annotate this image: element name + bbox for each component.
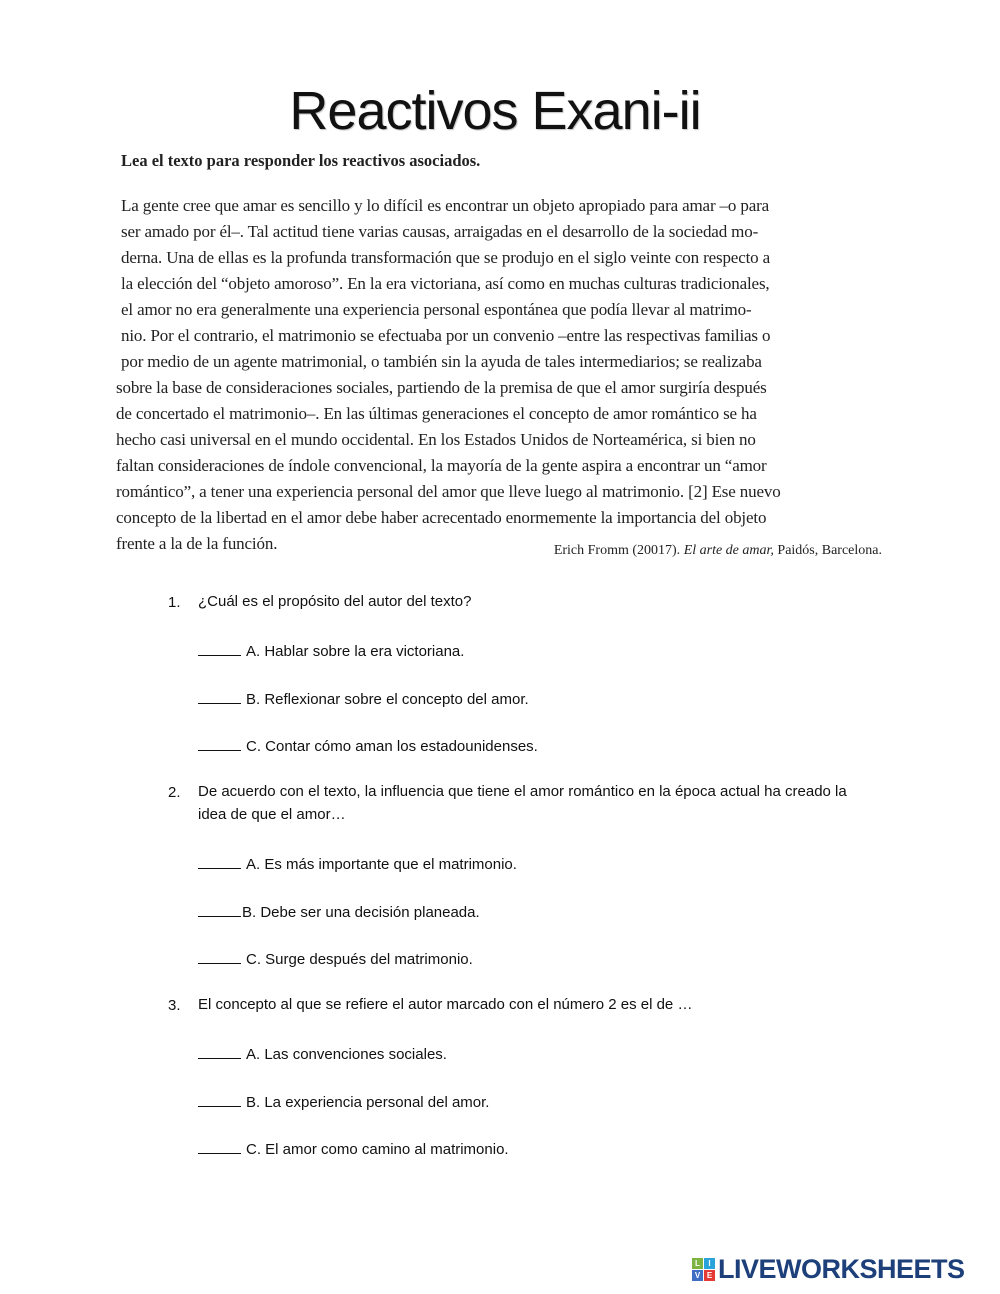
citation-publisher: Paidós, Barcelona.: [773, 543, 882, 558]
logo-tiles-icon: [692, 1258, 715, 1281]
question-text: ¿Cuál es el propósito del autor del texto?: [198, 593, 472, 610]
answer-blank[interactable]: [198, 949, 241, 964]
answer-blank[interactable]: [198, 736, 241, 751]
option-2c: [198, 949, 473, 968]
option-label: A. Es más importante que el matrimonio.: [246, 856, 517, 873]
passage-line: de concertado el matrimonio–. En las últimas generaciones el concepto de amor romántico se ha: [116, 404, 757, 423]
question-number: 1.: [168, 594, 181, 611]
option-1c: [198, 736, 538, 755]
passage-instruction: Lea el texto para responder los reactivos asociados.: [121, 151, 481, 170]
logo-text: LIVEWORKSHEETS: [718, 1253, 965, 1284]
logo-tile: I: [704, 1258, 715, 1269]
option-label: C. El amor como camino al matrimonio.: [246, 1141, 509, 1158]
option-2a: [198, 854, 517, 873]
passage-body: [116, 193, 884, 557]
passage-line: el amor no era generalmente una experiencia personal espontánea que podía llevar al matrimo-: [121, 300, 752, 319]
citation-author: Erich Fromm (20017).: [553, 543, 684, 558]
answer-blank[interactable]: [198, 1044, 241, 1059]
passage-line: derna. Una de ellas es la profunda transformación que se produjo en el siglo veinte con respecto a: [121, 248, 771, 267]
passage-line: frente a la de la función.: [116, 534, 278, 553]
passage-line: concepto de la libertad en el amor debe haber acrecentado enormemente la importancia del objeto: [116, 508, 767, 527]
question-text: El concepto al que se refiere el autor marcado con el número 2 es el de …: [198, 996, 693, 1013]
passage-line: romántico”, a tener una experiencia personal del amor que lleve luego al matrimonio. [2] Ese nuevo: [116, 482, 781, 501]
answer-blank[interactable]: [198, 641, 241, 656]
logo-tile: E: [704, 1270, 715, 1281]
answer-blank[interactable]: [198, 854, 241, 869]
answer-blank[interactable]: [198, 902, 241, 917]
liveworksheets-logo: [692, 1255, 965, 1283]
question-text: De acuerdo con el texto, la influencia que tiene el amor romántico en la época actual ha creado la idea de que el amor…: [198, 783, 847, 823]
option-label: B. Debe ser una decisión planeada.: [242, 904, 480, 921]
option-label: A. Las convenciones sociales.: [246, 1046, 447, 1063]
reading-passage: [116, 148, 884, 557]
option-3b: [198, 1092, 489, 1111]
logo-tile: L: [692, 1258, 703, 1269]
page-title: Reactivos Exani-ii: [289, 81, 701, 141]
passage-line: La gente cree que amar es sencillo y lo difícil es encontrar un objeto apropiado para amar –o para: [121, 196, 770, 215]
answer-blank[interactable]: [198, 689, 241, 704]
passage-line: hecho casi universal en el mundo occidental. En los Estados Unidos de Norteamérica, si bien no: [116, 430, 756, 449]
passage-line: faltan consideraciones de índole convencional, la mayoría de la gente aspira a encontrar un “amor: [116, 456, 767, 475]
passage-line: por medio de un agente matrimonial, o también sin la ayuda de tales intermediarios; se realizaba: [121, 352, 762, 371]
passage-line: ser amado por él–. Tal actitud tiene varias causas, arraigadas en el desarrollo de la sociedad mo-: [121, 222, 759, 241]
option-label: C. Surge después del matrimonio.: [246, 951, 473, 968]
passage-line: sobre la base de consideraciones sociales, partiendo de la premisa de que el amor surgiría después: [116, 378, 767, 397]
question-number: 2.: [168, 784, 181, 801]
citation-book: El arte de amar,: [683, 543, 774, 558]
question-number: 3.: [168, 997, 181, 1014]
option-1b: [198, 689, 529, 708]
option-label: C. Contar cómo aman los estadounidenses.: [246, 738, 538, 755]
answer-blank[interactable]: [198, 1092, 241, 1107]
passage-line: la elección del “objeto amoroso”. En la era victoriana, así como en muchas culturas tradicionales,: [121, 274, 770, 293]
option-2b: [198, 902, 480, 921]
option-label: B. La experiencia personal del amor.: [246, 1094, 490, 1111]
option-3a: [198, 1044, 447, 1063]
citation: [554, 543, 882, 559]
option-1a: [198, 641, 464, 660]
option-label: A. Hablar sobre la era victoriana.: [246, 643, 465, 660]
option-label: B. Reflexionar sobre el concepto del amor.: [246, 691, 529, 708]
option-3c: [198, 1139, 509, 1158]
passage-line: nio. Por el contrario, el matrimonio se efectuaba por un convenio –entre las respectivas familias o: [121, 326, 771, 345]
answer-blank[interactable]: [198, 1139, 241, 1154]
logo-tile: V: [692, 1270, 703, 1281]
